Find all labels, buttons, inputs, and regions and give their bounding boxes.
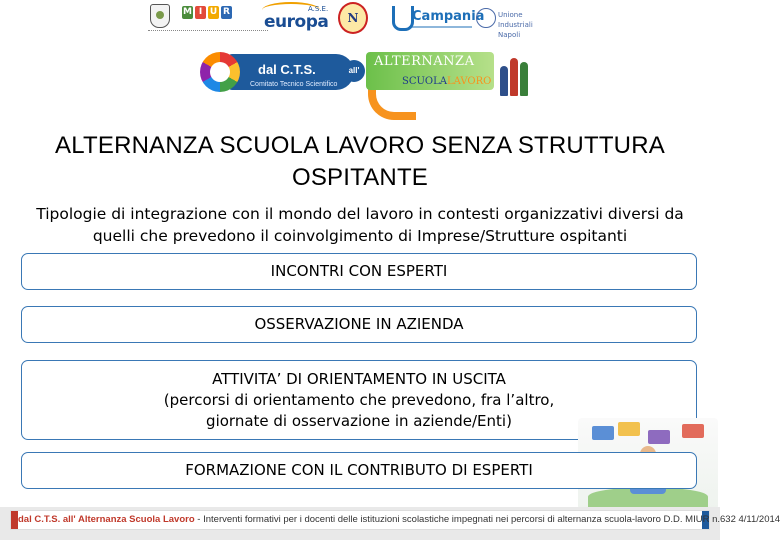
miur-letter: I [195, 6, 206, 19]
people-figures-icon [500, 50, 530, 96]
campania-logo-word: Campania [412, 9, 485, 24]
cts-subtitle: Comitato Tecnico Scientifico [250, 81, 338, 88]
footer-brand: dal C.T.S. all' Alternanza Scuola Lavoro [18, 514, 195, 525]
box-osservazione-in-azienda [21, 306, 697, 343]
box-label: OSSERVAZIONE IN AZIENDA [254, 315, 464, 333]
campania-underline [412, 26, 472, 28]
unione-industriali-logo [476, 8, 556, 39]
footer-description: - Interventi formativi per i docenti delle istituzioni scolastiche impegnati nei percorsi di alternanza scuola-lavoro D.D. MIUR n.632 4/11/2014 [194, 514, 780, 525]
emblem-caption [148, 30, 268, 34]
box-formazione-esperti [21, 452, 697, 489]
box-label: FORMAZIONE CON IL CONTRIBUTO DI ESPERTI [22, 460, 696, 481]
miur-letter: M [183, 7, 192, 17]
italian-republic-emblem-icon [150, 4, 170, 28]
campania-u-icon [392, 6, 414, 31]
europa-logo-tag: A.S.E. [308, 5, 329, 13]
unione-mark-icon [476, 8, 496, 28]
miur-letter: U [209, 7, 218, 17]
box-incontri-con-esperti [21, 253, 697, 290]
all-badge: all' [343, 60, 365, 82]
miur-logo [182, 6, 232, 19]
europa-logo-word: europa [264, 12, 329, 32]
unione-logo-text: Unione Industriali Napoli [498, 11, 533, 39]
alternanza-word: ALTERNANZA [374, 54, 475, 69]
campania-logo [392, 6, 485, 36]
europa-logo [262, 2, 329, 36]
box-detail-line: giornate di osservazione in aziende/Enti) [206, 411, 512, 430]
card-icon [592, 426, 614, 440]
page-subtitle: Tipologie di integrazione con il mondo del lavoro in contesti organizzativi diversi da quelli che prevedono il coinvolgimento di Imprese/Strutture ospitanti [36, 205, 684, 246]
box-label: INCONTRI CON ESPERTI [270, 262, 448, 280]
cts-alternanza-banner [200, 48, 530, 120]
scuola-lavoro-words [402, 76, 491, 87]
card-icon [648, 430, 670, 444]
card-icon [682, 424, 704, 438]
cts-pill [228, 54, 354, 90]
card-icon [618, 422, 640, 436]
lavoro-word: LAVORO [447, 76, 492, 87]
scuola-word: SCUOLA [402, 76, 447, 87]
page-title: ALTERNANZA SCUOLA LAVORO SENZA STRUTTURA OSPITANTE [55, 132, 665, 192]
cts-puzzle-icon [200, 52, 240, 92]
seal-logo-icon [338, 2, 368, 34]
box-label: ATTIVITA’ DI ORIENTAMENTO IN USCITA [212, 369, 506, 388]
partner-logos-bar [140, 0, 560, 42]
seal-letter: N [347, 11, 359, 25]
footer-text [18, 512, 780, 528]
box-detail-line: (percorsi di orientamento che prevedono, fra l’altro, [163, 390, 555, 409]
cts-title: dal C.T.S. [258, 62, 316, 77]
miur-letter: R [221, 6, 232, 19]
